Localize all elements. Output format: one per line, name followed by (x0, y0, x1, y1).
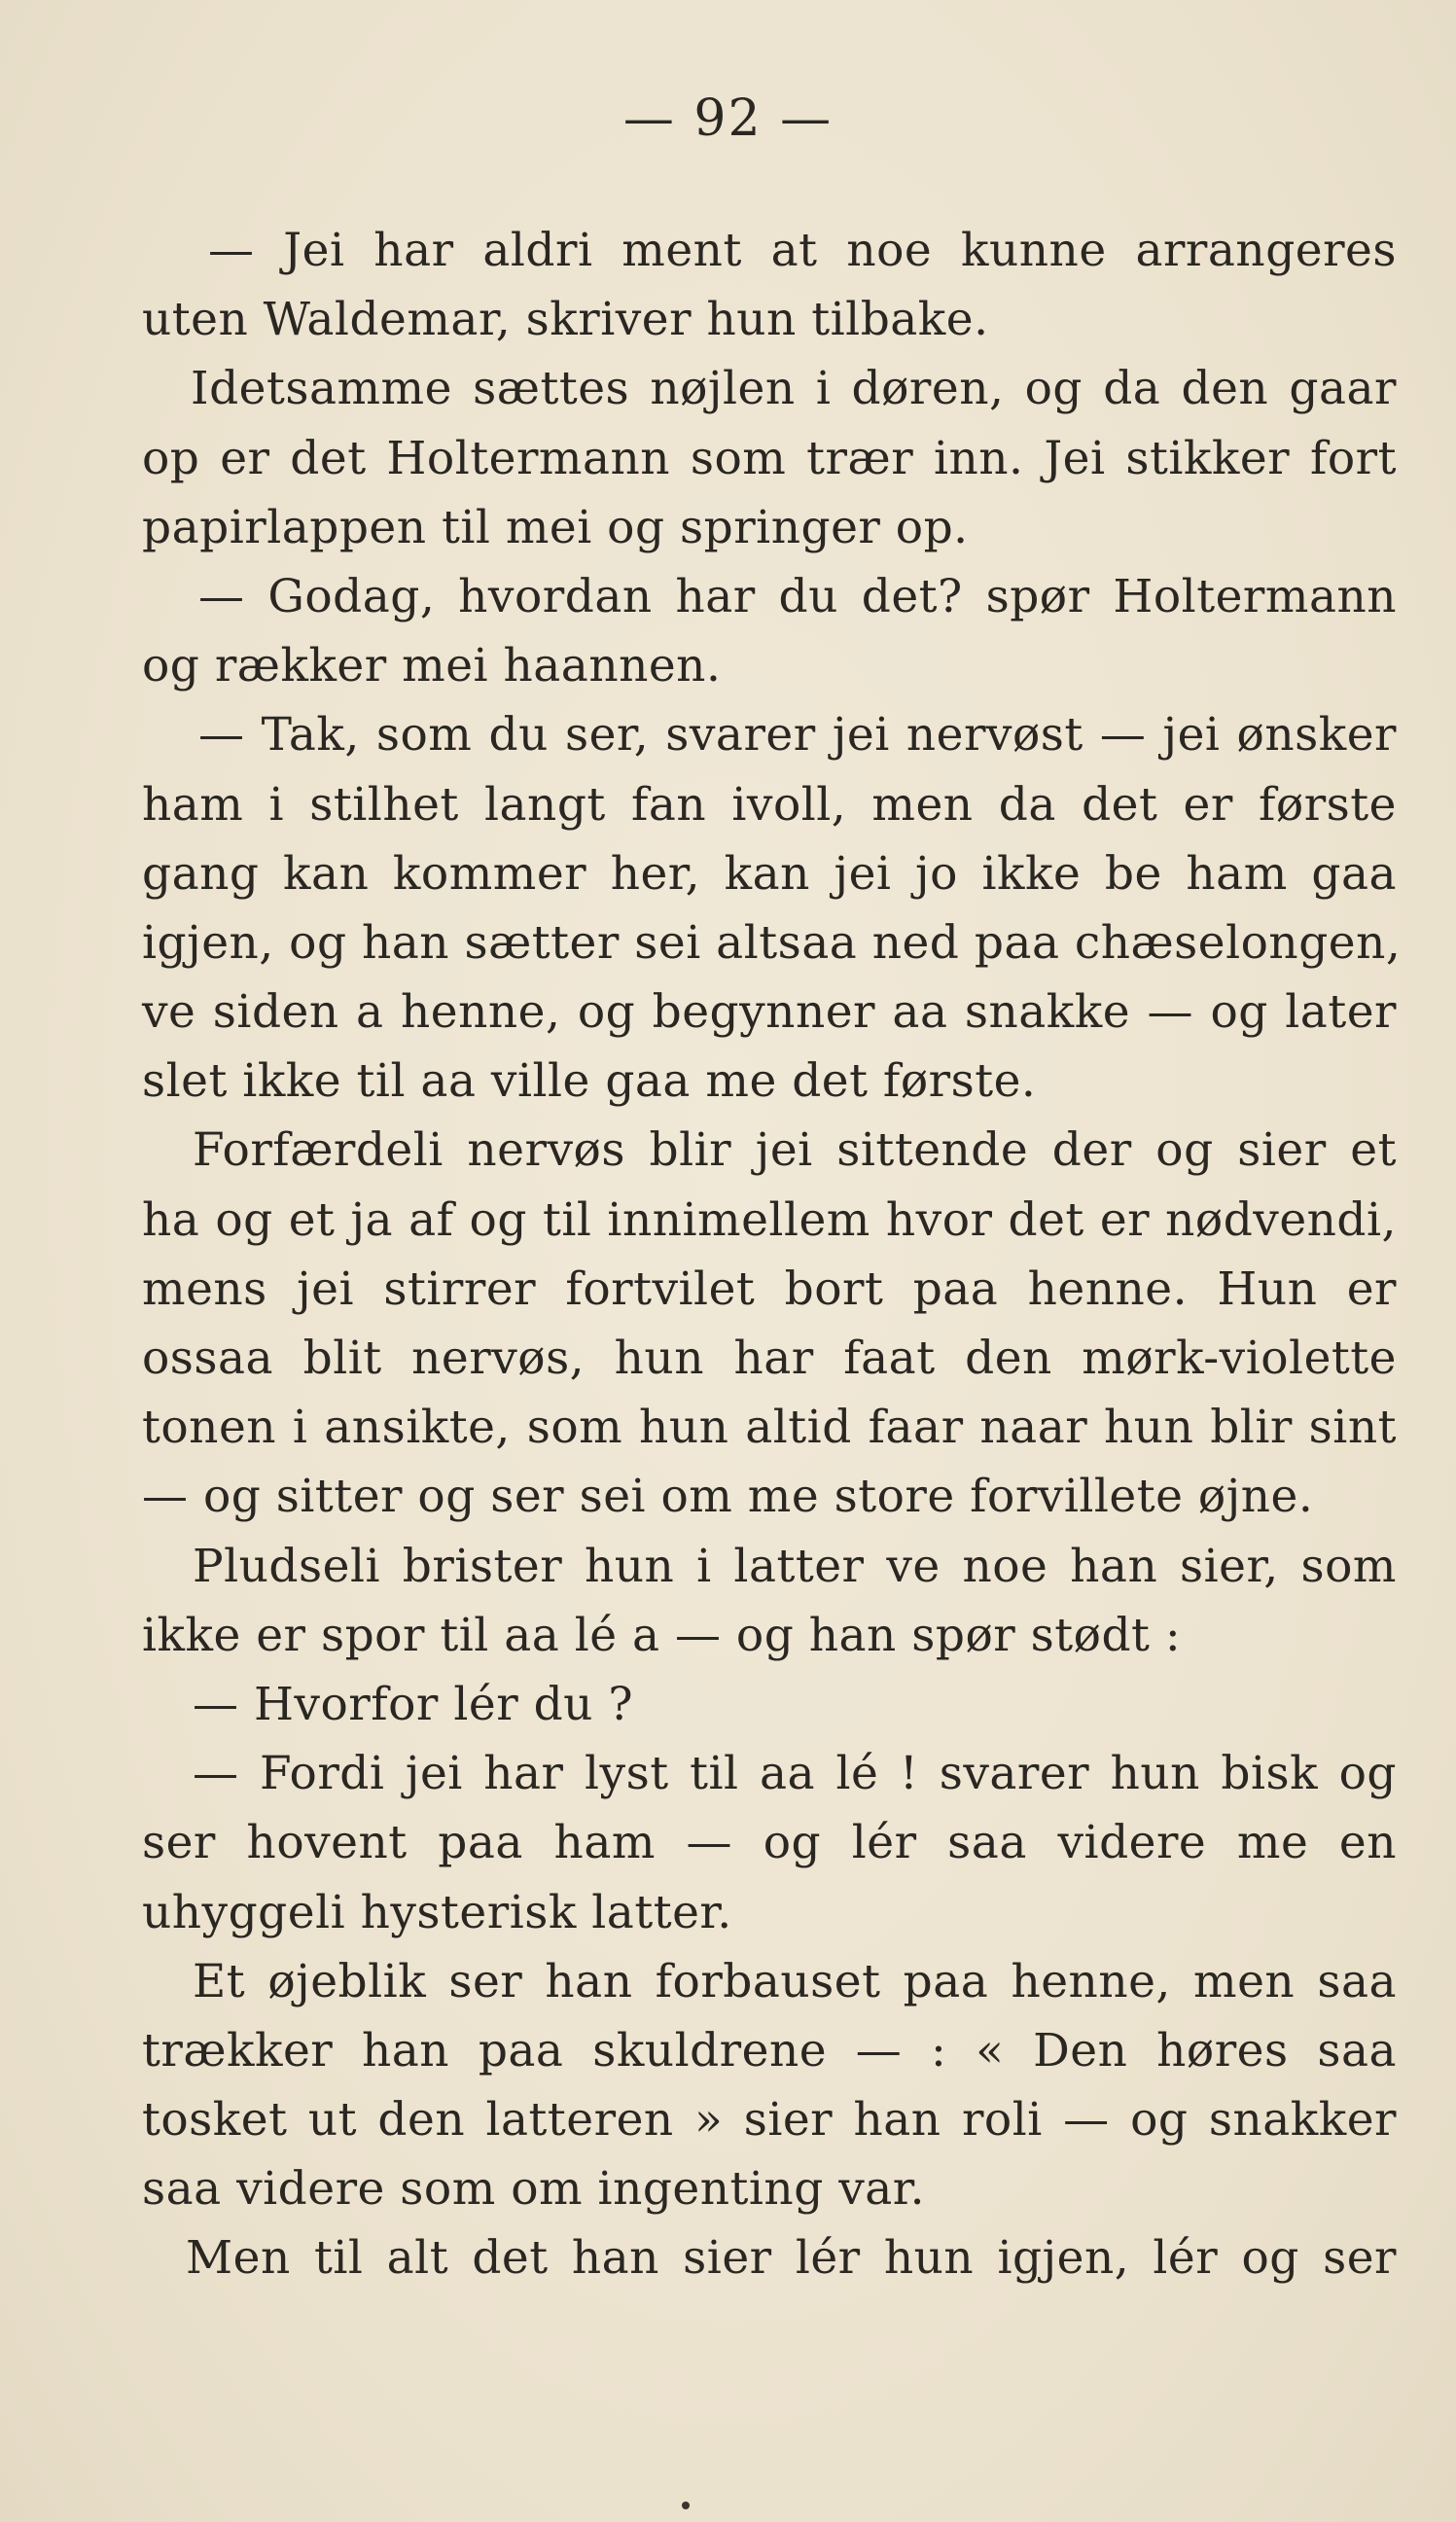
text-line: Idetsamme sættes nøjlen i døren, og da den gaar (191, 362, 1397, 416)
text-line: saa videre som om ingenting var. (142, 2162, 926, 2217)
text-line: — Godag, hvordan har du det? spør Holtermann (198, 569, 1397, 623)
text-line: ikke er spor til aa lé a — og han spør stødt : (142, 1608, 1182, 1662)
text-line: Et øjeblik ser han forbauset paa henne, men saa (193, 1954, 1397, 2008)
text-line: — Hvorfor lér du ? (193, 1677, 634, 1731)
text-line: slet ikke til aa ville gaa me det første. (142, 1054, 1037, 1109)
text-line: ossaa blit nervøs, hun har faat den mørk-violette (142, 1332, 1397, 1385)
text-line: igjen, og han sætter sei altsaa ned paa chæselongen, (142, 915, 1402, 970)
text-line: trækker han paa skuldrene — : « Den høres saa (142, 2023, 1397, 2078)
text-line: — Jei har aldri ment at noe kunne arrangeres (208, 224, 1397, 277)
text-line: og rækker mei haannen. (142, 639, 722, 693)
text-line: Men til alt det han sier lér hun igjen, lér og ser (186, 2231, 1397, 2286)
page-number: — 92 — (622, 89, 834, 148)
text-line: mens jei stirrer fortvilet bort paa henne. Hun er (142, 1261, 1397, 1316)
body-text (142, 216, 1402, 2293)
text-line: gang kan kommer her, kan jei jo ikke be ham gaa (142, 846, 1397, 901)
text-line: — og sitter og ser sei om me store forvillete øjne. (142, 1470, 1314, 1524)
text-line: Forfærdeli nervøs blir jei sittende der og sier et (193, 1123, 1397, 1178)
text-line: Pludseli brister hun i latter ve noe han sier, som (193, 1539, 1397, 1593)
text-line: ser hovent paa ham — og lér saa videre me en (142, 1816, 1397, 1870)
text-line: ham i stilhet langt fan ivoll, men da det er første (142, 777, 1397, 832)
text-line: ha og et ja af og til innimellem hvor det er nødvendi, (142, 1192, 1397, 1247)
text-line: — Fordi jei har lyst til aa lé ! svarer hun bisk og (193, 1747, 1397, 1801)
text-line: papirlappen til mei og springer op. (142, 500, 969, 554)
text-line: ve siden a henne, og begynner aa snakke — og later (142, 985, 1397, 1040)
ink-speck (682, 2502, 690, 2509)
text-line: tosket ut den latteren » sier han roli — og snakker (142, 2093, 1397, 2148)
text-line: uten Waldemar, skriver hun tilbake. (142, 293, 989, 347)
text-line: — Tak, som du ser, svarer jei nervøst — jei ønsker (198, 708, 1397, 763)
text-line: op er det Holtermann som trær inn. Jei stikker fort (142, 431, 1397, 485)
text-line: uhyggeli hysterisk latter. (142, 1885, 732, 1939)
text-line: tonen i ansikte, som hun altid faar naar hun blir sint (142, 1401, 1397, 1455)
